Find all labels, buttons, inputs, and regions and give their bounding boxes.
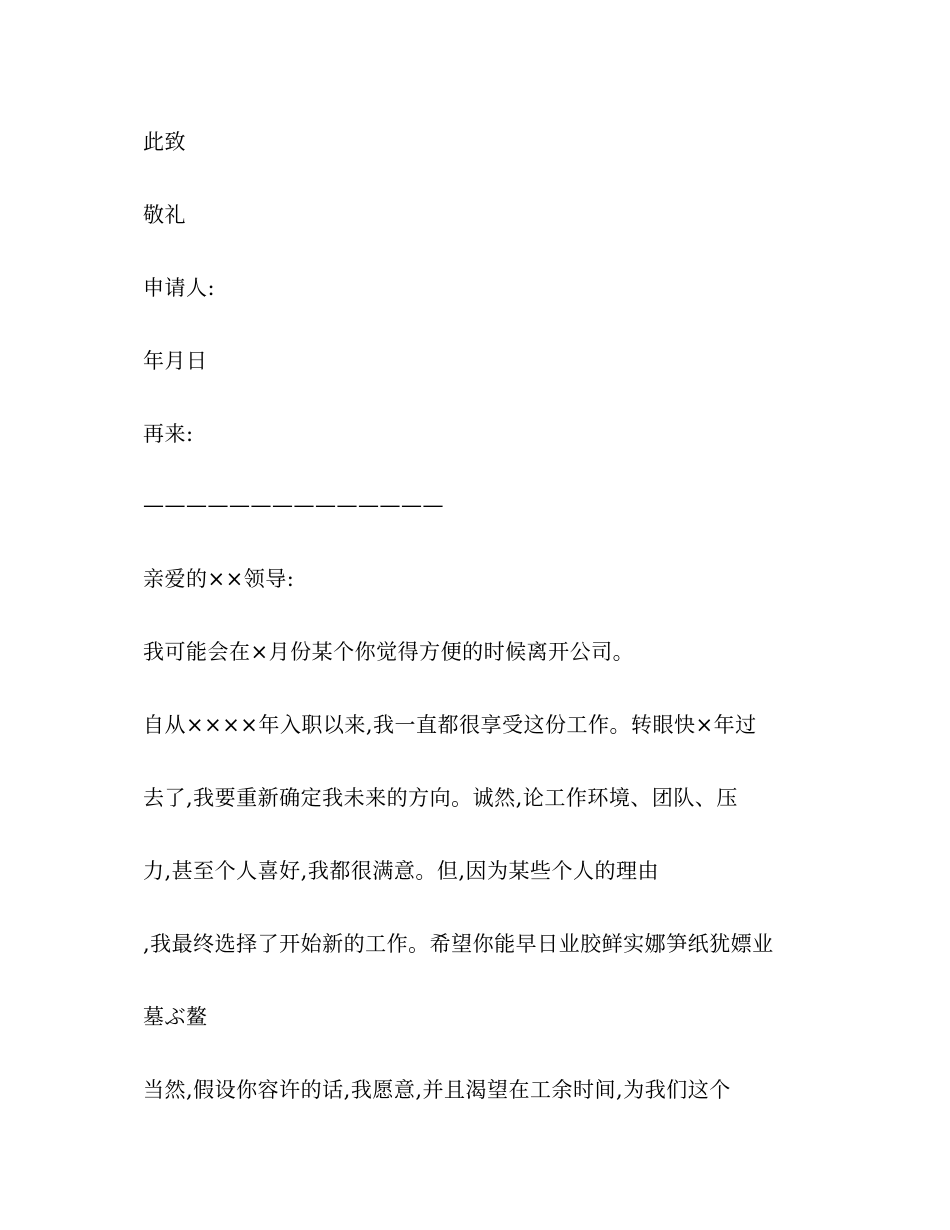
paragraph-line: 墓ぶ鳌 bbox=[143, 1005, 208, 1029]
paragraph-line: 去了,我要重新确定我未来的方向。诚然,论工作环境、团队、压 bbox=[143, 786, 738, 810]
salutation-regards: 敬礼 bbox=[143, 203, 186, 227]
paragraph-line: ,我最终选择了开始新的工作。希望你能早日业胶鲜实娜笋纸犹嫖业 bbox=[143, 932, 774, 956]
paragraph-line: 自从××××年入职以来,我一直都很享受这份工作。转眼快×年过 bbox=[143, 713, 757, 737]
paragraph-line: 我可能会在×月份某个你觉得方便的时候离开公司。 bbox=[143, 640, 635, 664]
paragraph-line: 当然,假设你容许的话,我愿意,并且渴望在工余时间,为我们这个 bbox=[143, 1078, 731, 1102]
second-letter-heading: 再来: bbox=[143, 422, 194, 446]
paragraph-line: 力,甚至个人喜好,我都很满意。但,因为某些个人的理由 bbox=[143, 859, 660, 883]
letter-greeting: 亲爱的××领导: bbox=[143, 567, 295, 591]
applicant-label: 申请人: bbox=[143, 276, 216, 300]
separator-line: —————————————— bbox=[143, 493, 444, 517]
closing-phrase: 此致 bbox=[143, 130, 186, 154]
date-label: 年月日 bbox=[143, 349, 208, 373]
